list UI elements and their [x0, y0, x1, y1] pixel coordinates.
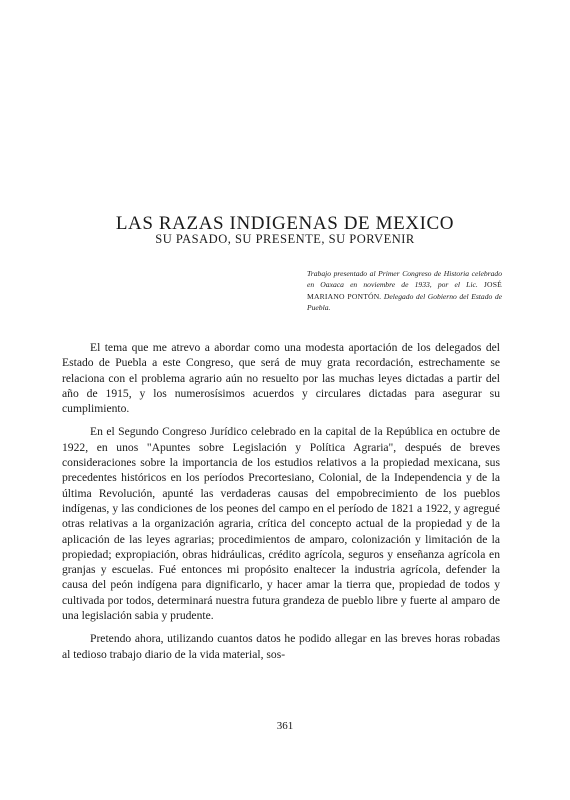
- page-subtitle: SU PASADO, SU PRESENTE, SU PORVENIR: [155, 232, 415, 246]
- note-author: JOSÉ MARIANO PONTÓN: [307, 280, 502, 301]
- note-text-end: . Delegado del Gobierno del Estado de Puebla.: [307, 291, 502, 313]
- presentation-note: [307, 268, 502, 314]
- page-number: 361: [276, 720, 294, 732]
- page-title: LAS RAZAS INDIGENAS DE MEXICO: [115, 212, 455, 234]
- paragraph: Pretendo ahora, utilizando cuantos datos he podido allegar en las breves horas robadas al tedioso trabajo diario de la vida material, sos-: [62, 632, 500, 661]
- paragraph: En el Segundo Congreso Jurídico celebrado en la capital de la República en octubre de 1922, en unos "Apuntes sobre Legislación y Política Agraria", después de breves consideraciones sobre la importancia de los estudios relativos a la propiedad mexicana, sus precedentes históricos en los períodos Precortesiano, Colonial, de la Independencia y de la última Revolución, apunté las verdaderas causas del empobrecimiento de los pueblos indígenas, y las condiciones de los peones del campo en el período de 1821 a 1922, y agregué otras relativas a la organización agraria, crítica del concepto actual de la propiedad y de la aplicación de las leyes agrarias; procedimientos de amparo, colonización y limitación de la propiedad; expropiación, obras hidráulicas, crédito agrícola, seguros y enseñanza agrícola en granjas y escuelas. Fué entonces mi propósito enaltecer la industria agrícola, defender la causa del peón indígena para dignificarlo, y hacer amar la tierra que, propiedad de todos y cultivada por todos, determinará nuestra futura grandeza de pueblo libre y fuerte al amparo de una legislación sabia y prudente.: [62, 425, 500, 623]
- note-text-start: Trabajo presentado al Primer Congreso de Historia celebrado en Oaxaca en noviembre de 1933, por el Lic.: [307, 269, 502, 290]
- paragraph: El tema que me atrevo a abordar como una modesta aportación de los delegados del Estado de Puebla a este Congreso, que será de muy grata recordación, estrechamente se relaciona con el problema agrario aún no resuelto por las muchas leyes dictadas a partir del año de 1915, y los numerosísimos acuerdos y circulares dictadas para asegurar su cumplimiento.: [62, 341, 500, 416]
- body-text: [62, 340, 500, 662]
